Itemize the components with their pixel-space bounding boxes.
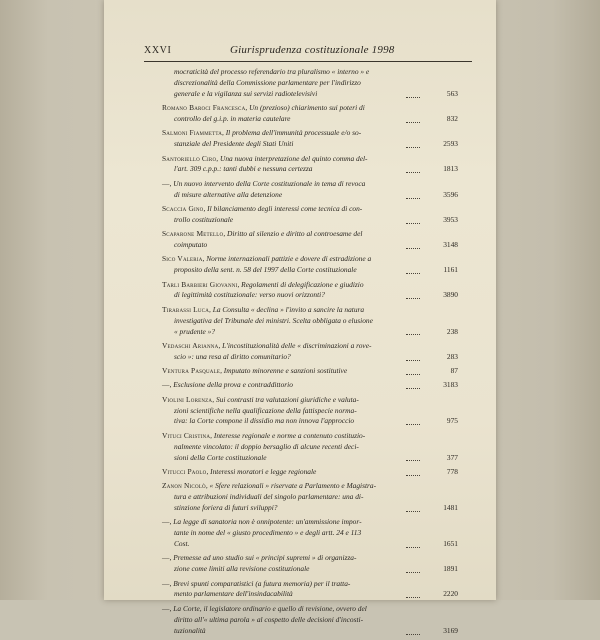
entry-page-reference: 3890 (443, 290, 458, 300)
index-entry (162, 229, 458, 251)
entry-page-reference: 975 (446, 416, 458, 426)
entry-line (162, 431, 418, 442)
entry-author: Vitucci Paolo (162, 466, 207, 476)
entry-title-text: Cost. (174, 539, 190, 549)
entry-title-text: , Imputato minorenne e sanzioni sostitutive (220, 366, 348, 376)
index-entry (162, 128, 458, 150)
entry-title-text: tura e attribuzioni individuali del singolo parlamentare: una di- (174, 492, 364, 502)
entry-page-reference: 1651 (443, 539, 458, 549)
entry-line (162, 406, 418, 417)
dot-leader (406, 424, 420, 425)
entry-title-text: mocraticità del processo referendario tra pluralismo « interno » e (174, 67, 370, 76)
entry-line (162, 89, 418, 100)
entry-title-text: coimputato (174, 240, 208, 250)
entry-author: Zanon Nicolò (162, 481, 206, 491)
entry-line (162, 103, 418, 114)
dot-leader (406, 374, 420, 375)
dot-leader (406, 298, 420, 299)
index-entry (162, 341, 458, 363)
index-entry (162, 179, 458, 201)
entry-page-reference: 3148 (443, 240, 458, 250)
entry-line (162, 553, 418, 564)
entry-page-reference: 1813 (443, 164, 458, 174)
dot-leader (406, 511, 420, 512)
index-entry (162, 604, 458, 637)
entry-author: — (162, 517, 170, 527)
index-entry (162, 517, 458, 550)
entry-page-reference: 238 (446, 326, 458, 336)
entry-title-text: , Sui contrasti tra valutazioni giuridiche e valuta- (212, 394, 359, 404)
index-entry (162, 579, 458, 601)
entry-title-text: investigativa del Tribunale dei ministri. Scelta obbligata o elusione (174, 315, 373, 325)
entry-title-text: , Norme internazionali pattizie e dovere di estradizione a (202, 254, 372, 264)
entry-title-text: nalmente vincolato: il doppio bersaglio di alcune recenti deci- (174, 441, 359, 451)
entry-title-text: trollo costituzionale (174, 214, 234, 224)
dot-leader (406, 122, 420, 123)
dot-leader (406, 597, 420, 598)
entry-line (162, 327, 418, 338)
entry-line (162, 164, 418, 175)
entry-title-text: , Regolamenti di delegificazione e giudizio (237, 279, 364, 289)
entry-title-text: , Diritto al silenzio e diritto al controesame del (223, 229, 363, 239)
entry-author: Vituci Cristina (162, 430, 211, 440)
entry-title-text: tuzionalità (174, 625, 206, 635)
entry-line (162, 442, 418, 453)
entry-page-reference: 377 (446, 452, 458, 462)
dot-leader (406, 388, 420, 389)
entry-author: Ventura Pasquale (162, 366, 221, 376)
entry-line (162, 453, 418, 464)
entry-line (162, 254, 418, 265)
entry-title-text: mento parlamentare dell'insindacabilità (174, 589, 293, 599)
index-entry (162, 380, 458, 391)
entry-line (162, 366, 418, 377)
entry-line (162, 503, 418, 514)
entry-line (162, 528, 418, 539)
index-entry (162, 395, 458, 428)
entry-title-text: scio »: una resa al diritto comunitario? (174, 351, 291, 361)
index-entry (162, 67, 458, 100)
entry-title-text: , Una nuova interpretazione del quinto comma del- (216, 153, 368, 163)
entry-line (162, 481, 418, 492)
entry-line (162, 290, 418, 301)
journal-title: Giurisprudenza costituzionale 1998 (230, 44, 395, 56)
entry-line (162, 564, 418, 575)
entry-line (162, 395, 418, 406)
entry-line (162, 589, 418, 600)
entry-title-text: zioni scientifiche nella qualificazione della fattispecie norma- (174, 405, 357, 415)
index-entry (162, 366, 458, 377)
entry-title-text: , La legge di sanatoria non è onnipotente: un'ammissione impor- (169, 517, 362, 527)
index-entry (162, 481, 458, 514)
entry-title-text: , La Corte, il legislatore ordinario e quello di revisione, ovvero del (169, 603, 367, 613)
entry-author: Vedaschi Arianna (162, 340, 219, 350)
entry-line (162, 114, 418, 125)
entry-line (162, 539, 418, 550)
entry-title-text: , Un nuovo intervento della Corte costituzionale in tema di revoca (169, 178, 366, 188)
entry-page-reference: 1481 (443, 502, 458, 512)
entry-line (162, 579, 418, 590)
entry-title-text: , « Sfere relazionali » riservate a Parlamento e Magistra- (205, 481, 377, 491)
dot-leader (406, 334, 420, 335)
index-entry (162, 103, 458, 125)
dot-leader (406, 460, 420, 461)
entry-title-text: controllo del g.i.p. in materia cautelare (174, 114, 291, 124)
index-entry (162, 254, 458, 276)
entry-line (162, 352, 418, 363)
entry-page-reference: 2220 (443, 589, 458, 599)
entry-line (162, 416, 418, 427)
entry-page-reference: 778 (446, 466, 458, 476)
entry-line (162, 204, 418, 215)
entry-page-reference: 1891 (443, 564, 458, 574)
index-entry (162, 280, 458, 302)
entry-line (162, 128, 418, 139)
dot-leader (406, 360, 420, 361)
entry-title-text: generale e la vigilanza sui servizi radiotelevisivi (174, 88, 318, 98)
entry-author: Scaccia Gino (162, 203, 204, 213)
entry-author: Santoriello Ciro (162, 153, 217, 163)
entry-title-text: , Il problema dell'immunità processuale e/o so- (222, 128, 362, 138)
entry-line (162, 626, 418, 637)
entry-line (162, 179, 418, 190)
entry-line (162, 154, 418, 165)
entry-line (162, 78, 418, 89)
page-number: XXVI (144, 45, 172, 56)
entry-page-reference: 832 (446, 114, 458, 124)
entry-title-text: di legittimità costituzionale: verso nuovi orizzonti? (174, 290, 325, 300)
entry-title-text: discrezionalità della Commissione parlamentare per l'indirizzo (174, 77, 361, 87)
entry-author: — (162, 553, 170, 563)
header-rule (144, 61, 472, 62)
entry-line (162, 229, 418, 240)
index-entries (162, 67, 458, 640)
entry-author: Tarli Barbieri Giovanni (162, 279, 238, 289)
entry-line (162, 190, 418, 201)
entry-page-reference: 1161 (443, 265, 458, 275)
entry-page-reference: 3169 (443, 625, 458, 635)
entry-title-text: tante in nome del « giusto procedimento » e degli artt. 24 e 113 (174, 528, 362, 538)
entry-author: — (162, 380, 170, 390)
dot-leader (406, 223, 420, 224)
index-entry (162, 154, 458, 176)
entry-author: Romano Baroci Francesca (162, 103, 246, 113)
entry-author: Violini Lorenza (162, 394, 213, 404)
entry-author: Tirabassi Luca (162, 304, 210, 314)
dot-leader (406, 634, 420, 635)
entry-author: — (162, 578, 170, 588)
entry-page-reference: 3183 (443, 380, 458, 390)
entry-author: — (162, 178, 170, 188)
entry-line (162, 341, 418, 352)
dot-leader (406, 147, 420, 148)
entry-title-text: di misure alternative alla detenzione (174, 189, 283, 199)
entry-title-text: , Il bilanciamento degli interessi come tecnica di con- (203, 203, 363, 213)
entry-title-text: diritto all'« ultima parola » al cospetto delle decisioni d'incosti- (174, 614, 364, 624)
entry-title-text: , Esclusione della prova e contraddittorio (169, 380, 293, 390)
entry-title-text: stanziale del Presidente degli Stati Uniti (174, 139, 294, 149)
entry-page-reference: 563 (446, 88, 458, 98)
entry-title-text: tiva: la Corte compone il dissidio ma non innova l'approccio (174, 416, 355, 426)
entry-title-text: sioni della Corte costituzionale (174, 452, 267, 462)
dot-leader (406, 97, 420, 98)
entry-line (162, 280, 418, 291)
index-entry (162, 204, 458, 226)
entry-line (162, 316, 418, 327)
entry-page-reference: 283 (446, 351, 458, 361)
entry-line (162, 139, 418, 150)
entry-page-reference: 3953 (443, 214, 458, 224)
index-entry (162, 431, 458, 464)
entry-title-text: , La Consulta « declina » l'invito a sancire la natura (209, 304, 365, 314)
dot-leader (406, 198, 420, 199)
entry-line (162, 67, 418, 78)
index-entry (162, 553, 458, 575)
entry-author: — (162, 603, 170, 613)
entry-line (162, 215, 418, 226)
entry-author: Salmoni Fiammetta (162, 128, 223, 138)
dot-leader (406, 475, 420, 476)
dot-leader (406, 572, 420, 573)
running-head (144, 44, 472, 60)
index-entry (162, 305, 458, 338)
entry-title-text: , Un (prezioso) chiarimento sui poteri di (245, 103, 365, 113)
entry-title-text: , Brevi spunti comparatistici (a futura memoria) per il tratta- (169, 578, 351, 588)
entry-title-text: , Interessi moratori e legge regionale (206, 466, 317, 476)
entry-title-text: zione come limiti alla revisione costituzionale (174, 564, 310, 574)
entry-line (162, 492, 418, 503)
index-entry (162, 467, 458, 478)
entry-title-text: proposito della sent. n. 58 del 1997 della Corte costituzionale (174, 265, 357, 275)
entry-line (162, 380, 418, 391)
entry-line (162, 517, 418, 528)
book-page (104, 0, 496, 635)
entry-page-reference: 3596 (443, 189, 458, 199)
dot-leader (406, 172, 420, 173)
entry-line (162, 604, 418, 615)
entry-title-text: , L'incostituzionalità delle « discriminazioni a rove- (218, 340, 372, 350)
entry-line (162, 467, 418, 478)
entry-title-text: stinzione foriera di futuri sviluppi? (174, 502, 278, 512)
dot-leader (406, 273, 420, 274)
entry-page-reference: 87 (450, 366, 458, 376)
dot-leader (406, 248, 420, 249)
entry-title-text: l'art. 309 c.p.p.: tanti dubbi e nessuna certezza (174, 164, 313, 174)
entry-line (162, 265, 418, 276)
entry-line (162, 305, 418, 316)
entry-line (162, 240, 418, 251)
entry-author: Sico Valeria (162, 254, 203, 264)
dot-leader (406, 547, 420, 548)
entry-line (162, 615, 418, 626)
entry-title-text: , Interesse regionale e norme a contenuto costituzio- (210, 430, 366, 440)
entry-title-text: « prudente »? (174, 326, 216, 336)
entry-page-reference: 2593 (443, 139, 458, 149)
entry-title-text: , Premesse ad uno studio sui « principi supremi » di organizza- (169, 553, 357, 563)
entry-author: Scaparone Metello (162, 229, 224, 239)
